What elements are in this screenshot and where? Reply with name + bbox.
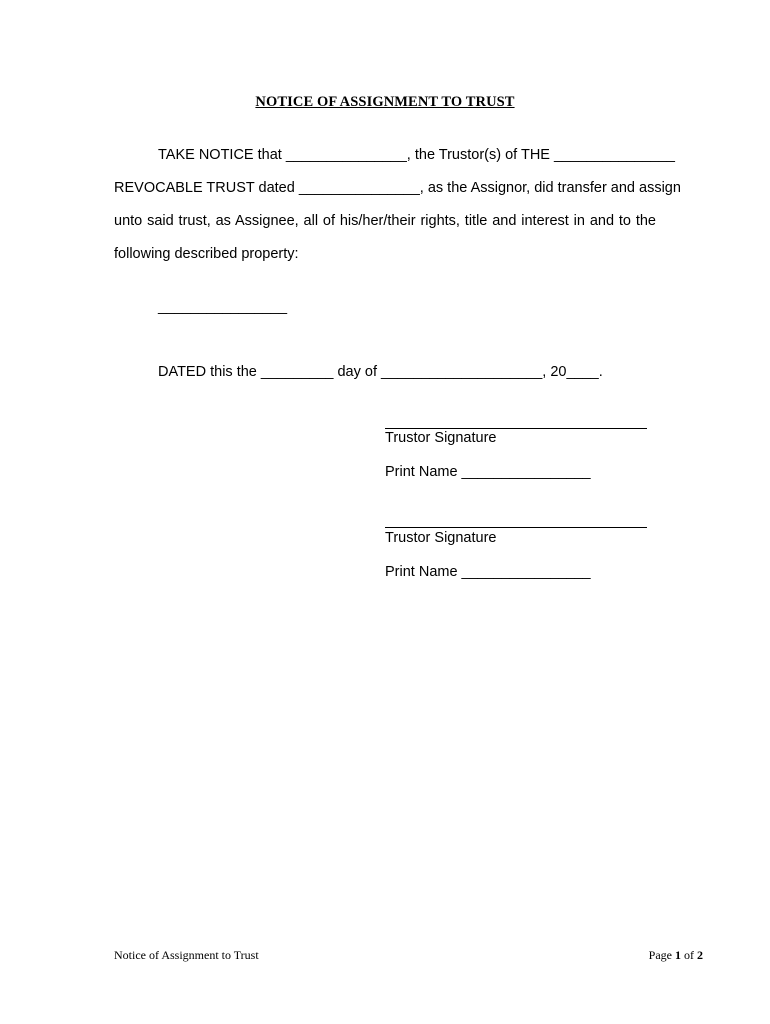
paragraph-line-4: following described property:: [114, 246, 299, 262]
paragraph-line-2: REVOCABLE TRUST dated _______________, as the Assignor, did transfer and assign: [114, 180, 681, 196]
signature-label: Trustor Signature: [385, 530, 497, 546]
page-prefix: Page: [648, 948, 675, 962]
page-current: 1: [675, 948, 681, 962]
document-title: NOTICE OF ASSIGNMENT TO TRUST: [255, 94, 515, 110]
paragraph-line-1: TAKE NOTICE that _______________, the Trustor(s) of THE _______________: [158, 147, 675, 163]
dated-line: DATED this the _________ day of ____________________, 20____.: [158, 364, 603, 380]
page-of: of: [681, 948, 697, 962]
page-total: 2: [697, 948, 703, 962]
print-name-line: Print Name ________________: [385, 464, 591, 480]
signature-label: Trustor Signature: [385, 430, 497, 446]
signature-line: [385, 527, 647, 528]
print-name-line: Print Name ________________: [385, 564, 591, 580]
paragraph-line-3: unto said trust, as Assignee, all of his/her/their rights, title and interest in and to the: [114, 213, 656, 229]
footer-document-name: Notice of Assignment to Trust: [114, 948, 259, 962]
property-description-blank: ________________: [158, 299, 288, 315]
footer-page-number: [649, 948, 703, 963]
